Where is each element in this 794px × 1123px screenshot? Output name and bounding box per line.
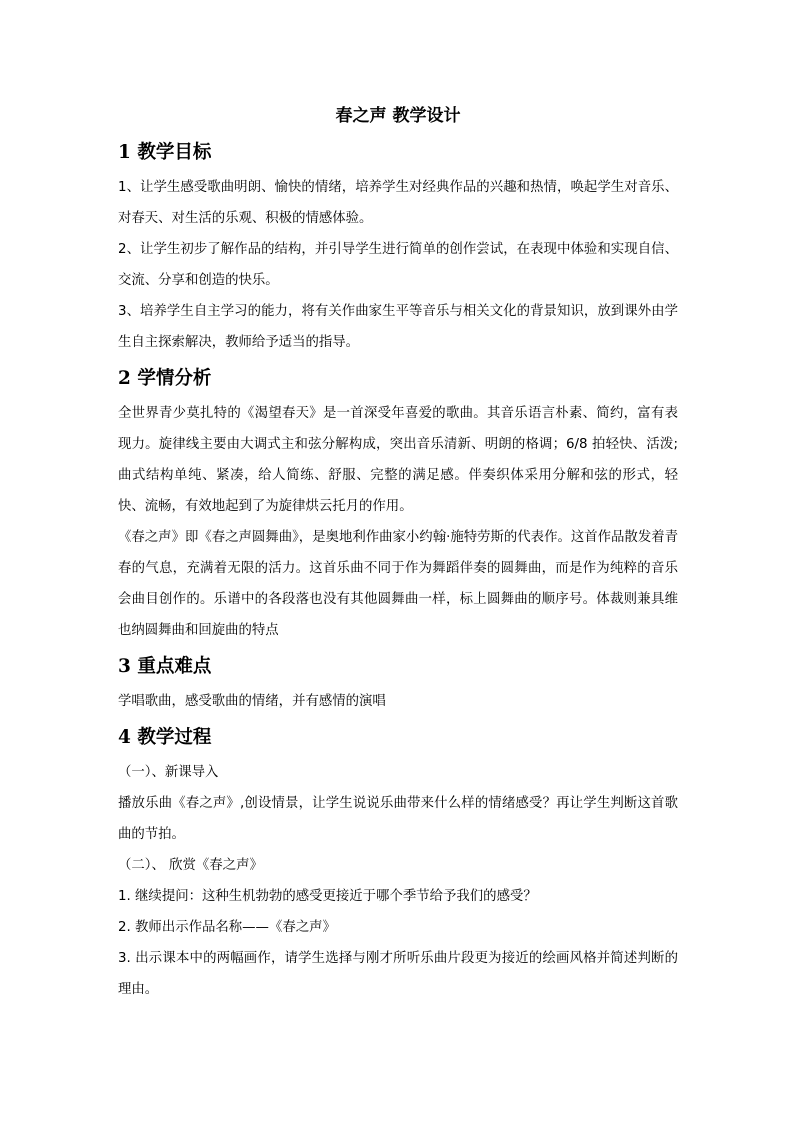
document-page [118, 100, 678, 1005]
document-title: 春之声 教学设计 [335, 106, 461, 126]
section-teaching-process [118, 723, 678, 1005]
paragraph: 3、培养学生自主学习的能力，将有关作曲家生平等音乐与相关文化的背景知识，放到课外由学生自主探索解决，教师给予适当的指导。 [118, 304, 678, 350]
section-student-analysis [118, 364, 678, 646]
section-heading: 1 教学目标 [118, 142, 212, 163]
section-teaching-objectives [118, 138, 678, 358]
section-heading: 2 学情分析 [118, 368, 212, 389]
paragraph: （一）、新课导入 [118, 765, 219, 780]
paragraph: 3. 出示课本中的两幅画作，请学生选择与刚才所听乐曲片段更为接近的绘画风格并简述判断的理由。 [118, 951, 678, 997]
section-heading: 3 重点难点 [118, 656, 212, 677]
paragraph: 2. 教师出示作品名称——《春之声》 [118, 920, 336, 935]
paragraph: 全世界青少莫扎特的《渴望春天》是一首深受年喜爱的歌曲。其音乐语言朴素、简约，富有表现力。旋律线主要由大调式主和弦分解构成，突出音乐清新、明朗的格调；6/8 拍轻快、活泼;曲式结构单纯、紧凑，给人简练、舒服、完整的满足感。伴奏织体采用分解和弦的形式，轻快、流畅，有效地起到了为旋律烘云托月的作用。 [118, 406, 678, 514]
paragraph: 播放乐曲《春之声》,创设情景，让学生说说乐曲带来什么样的情绪感受？再让学生判断这首歌曲的节拍。 [118, 796, 678, 842]
paragraph: 1、让学生感受歌曲明朗、愉快的情绪，培养学生对经典作品的兴趣和热情，唤起学生对音乐、对春天、对生活的乐观、积极的情感体验。 [118, 180, 678, 226]
paragraph: （二）、 欣赏《春之声》 [118, 858, 263, 873]
section-heading: 4 教学过程 [118, 727, 212, 748]
paragraph: 1. 继续提问：这种生机勃勃的感受更接近于哪个季节给予我们的感受？ [118, 889, 537, 904]
section-key-difficulties [118, 652, 678, 717]
paragraph: 2、让学生初步了解作品的结构，并引导学生进行简单的创作尝试，在表现中体验和实现自信、交流、分享和创造的快乐。 [118, 242, 678, 288]
paragraph: 学唱歌曲，感受歌曲的情绪，并有感情的演唱 [118, 694, 386, 709]
paragraph: 《春之声》即《春之声圆舞曲》，是奥地利作曲家小约翰·施特劳斯的代表作。这首作品散发着青春的气息，充满着无限的活力。这首乐曲不同于作为舞蹈伴奏的圆舞曲，而是作为纯粹的音乐会曲目创作的。乐谱中的各段落也没有其他圆舞曲一样，标上圆舞曲的顺序号。体裁则兼具维也纳圆舞曲和回旋曲的特点 [118, 530, 678, 638]
